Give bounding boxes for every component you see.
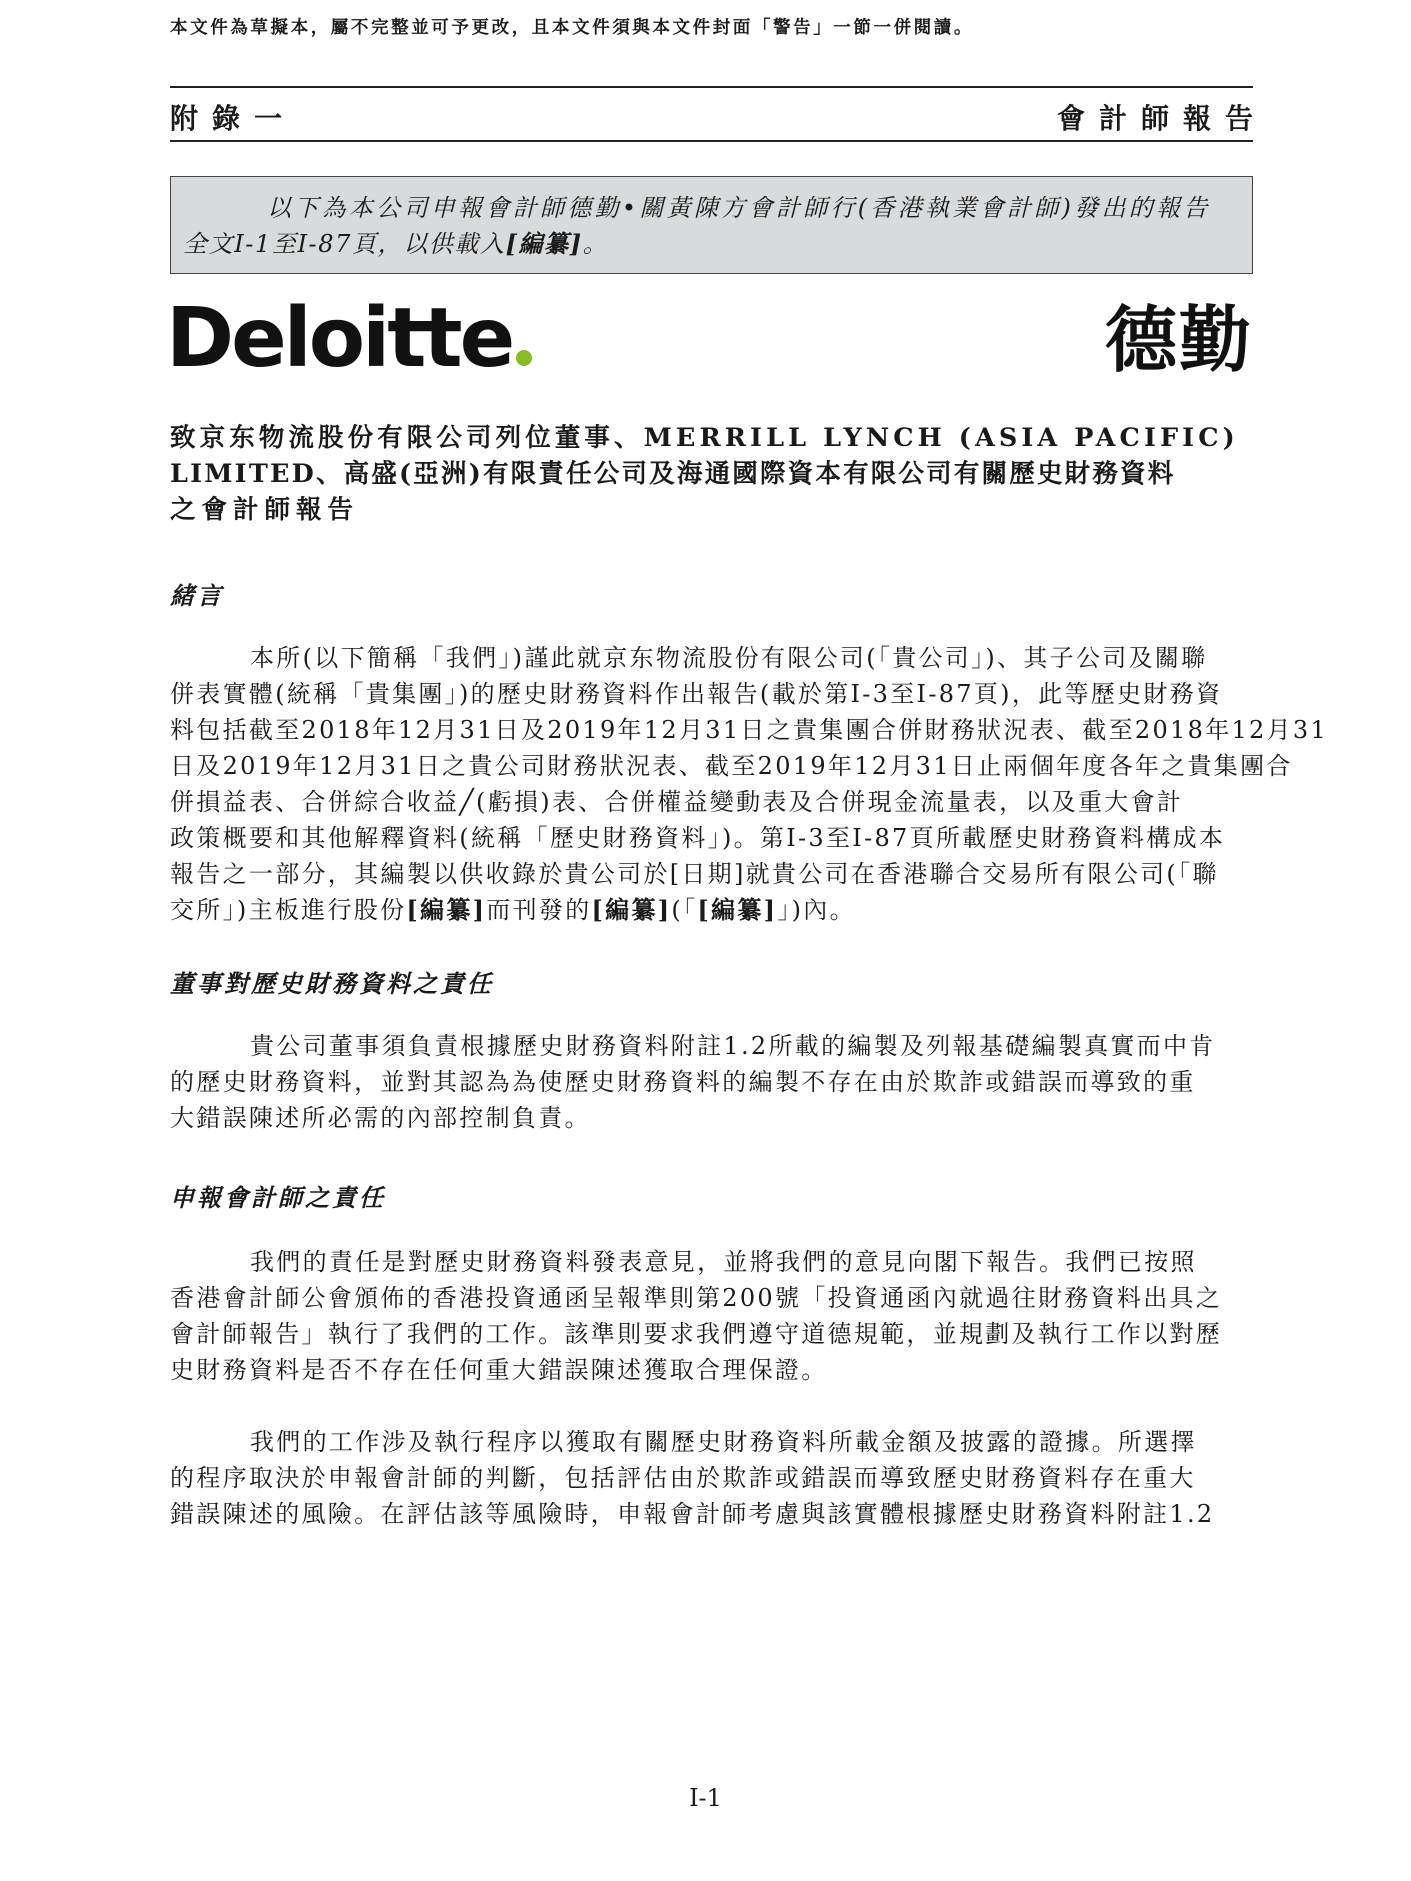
directors-paragraph (170, 1028, 1253, 1136)
intro-text: 而刊發的 (486, 896, 592, 924)
draft-warning: 本文件為草擬本，屬不完整並可予更改，且本文件須與本文件封面「警告」一節一併閱讀。 (170, 18, 974, 38)
intro-line: 政策概要和其他解釋資料(統稱「歷史財務資料」)。第I-3至I-87頁所載歷史財務資料構成本 (170, 824, 1226, 852)
directors-line: 貴公司董事須負責根據歷史財務資料附註1.2所載的編製及列報基礎編製真實而中肯 (250, 1032, 1216, 1060)
intro-line (170, 892, 1253, 928)
intro-text: (「 (671, 896, 698, 924)
notice-box (170, 176, 1253, 274)
notice-text: 全文I-1至I-87頁，以供載入 (183, 230, 506, 258)
title-line-2: LIMITED、高盛(亞洲)有限責任公司及海通國際資本有限公司有關歷史財務資料 (170, 459, 1176, 489)
accountant-heading: 申報會計師之責任 (170, 1183, 386, 1212)
accountant-line: 香港會計師公會頒佈的香港投資通函呈報準則第200號「投資通函內就過往財務資料出具之 (170, 1284, 1223, 1312)
intro-heading: 緒言 (170, 581, 224, 610)
intro-paragraph (170, 640, 1329, 928)
accountant-paragraph-2 (170, 1424, 1253, 1532)
redacted-marker: [編纂] (591, 895, 672, 924)
deloitte-wordmark: Deloitte (166, 291, 513, 386)
accountant-line: 史財務資料是否不存在任何重大錯誤陳述獲取合理保證。 (170, 1356, 828, 1384)
title-line-3: 之會計師報告 (170, 495, 360, 525)
accountant-line: 錯誤陳述的風險。在評估該等風險時，申報會計師考慮與該實體根據歷史財務資料附註1.2 (170, 1500, 1215, 1528)
redacted-marker: [編纂] (406, 895, 487, 924)
notice-line-1: 以下為本公司申報會計師德勤•關黃陳方會計師行(香港執業會計師)發出的報告 (267, 194, 1211, 222)
intro-line: 併表實體(統稱「貴集團」)的歷史財務資料作出報告(載於第I-3至I-87頁)，此等歷史財務資 (170, 680, 1223, 708)
directors-line: 的歷史財務資料，並對其認為為使歷史財務資料的編製不存在由於欺詐或錯誤而導致的重 (170, 1068, 1196, 1096)
page-header (170, 86, 1267, 142)
redacted-marker: [編纂] (697, 895, 778, 924)
report-title (170, 420, 1253, 528)
green-dot-icon (516, 350, 532, 366)
notice-line-2 (183, 226, 1240, 262)
notice-text-end: 。 (582, 230, 609, 258)
accountant-line: 會計師報告」執行了我們的工作。該準則要求我們遵守道德規範，並規劃及執行工作以對歷 (170, 1320, 1222, 1348)
intro-text: 」)內。 (777, 896, 856, 924)
deloitte-logo (166, 291, 532, 386)
accountant-line: 我們的工作涉及執行程序以獲取有關歷史財務資料所載金額及披露的證據。所選擇 (250, 1428, 1197, 1456)
deloitte-chinese-logo: 德勤 (1104, 298, 1253, 382)
intro-line: 本所(以下簡稱「我們」)謹此就京东物流股份有限公司(「貴公司」)、其子公司及關聯 (250, 644, 1208, 672)
page-number: I-1 (689, 1784, 722, 1812)
section-label: 會計師報告 (1056, 102, 1267, 135)
intro-line: 併損益表、合併綜合收益╱(虧損)表、合併權益變動表及合併現金流量表，以及重大會計 (170, 788, 1184, 816)
intro-line: 日及2019年12月31日之貴公司財務狀況表、截至2019年12月31日止兩個年度各年之貴集團合 (170, 752, 1293, 780)
appendix-label: 附錄一 (170, 102, 297, 135)
title-line-1: 致京东物流股份有限公司列位董事、MERRILL LYNCH (ASIA PACIFIC) (170, 423, 1239, 453)
redacted-marker: [編纂] (505, 229, 583, 258)
accountant-paragraph-1 (170, 1244, 1253, 1388)
accountant-line: 我們的責任是對歷史財務資料發表意見，並將我們的意見向閣下報告。我們已按照 (250, 1248, 1197, 1276)
intro-line: 報告之一部分，其編製以供收錄於貴公司於[日期]就貴公司在香港聯合交易所有限公司(「聯 (170, 860, 1219, 888)
intro-line: 料包括截至2018年12月31日及2019年12月31日之貴集團合併財務狀況表、截至2018年12月31 (170, 716, 1329, 744)
directors-line: 大錯誤陳述所必需的內部控制負責。 (170, 1104, 591, 1132)
accountant-line: 的程序取決於申報會計師的判斷，包括評估由於欺詐或錯誤而導致歷史財務資料存在重大 (170, 1464, 1196, 1492)
intro-text: 交所」)主板進行股份 (170, 896, 407, 924)
directors-heading: 董事對歷史財務資料之責任 (170, 969, 494, 998)
